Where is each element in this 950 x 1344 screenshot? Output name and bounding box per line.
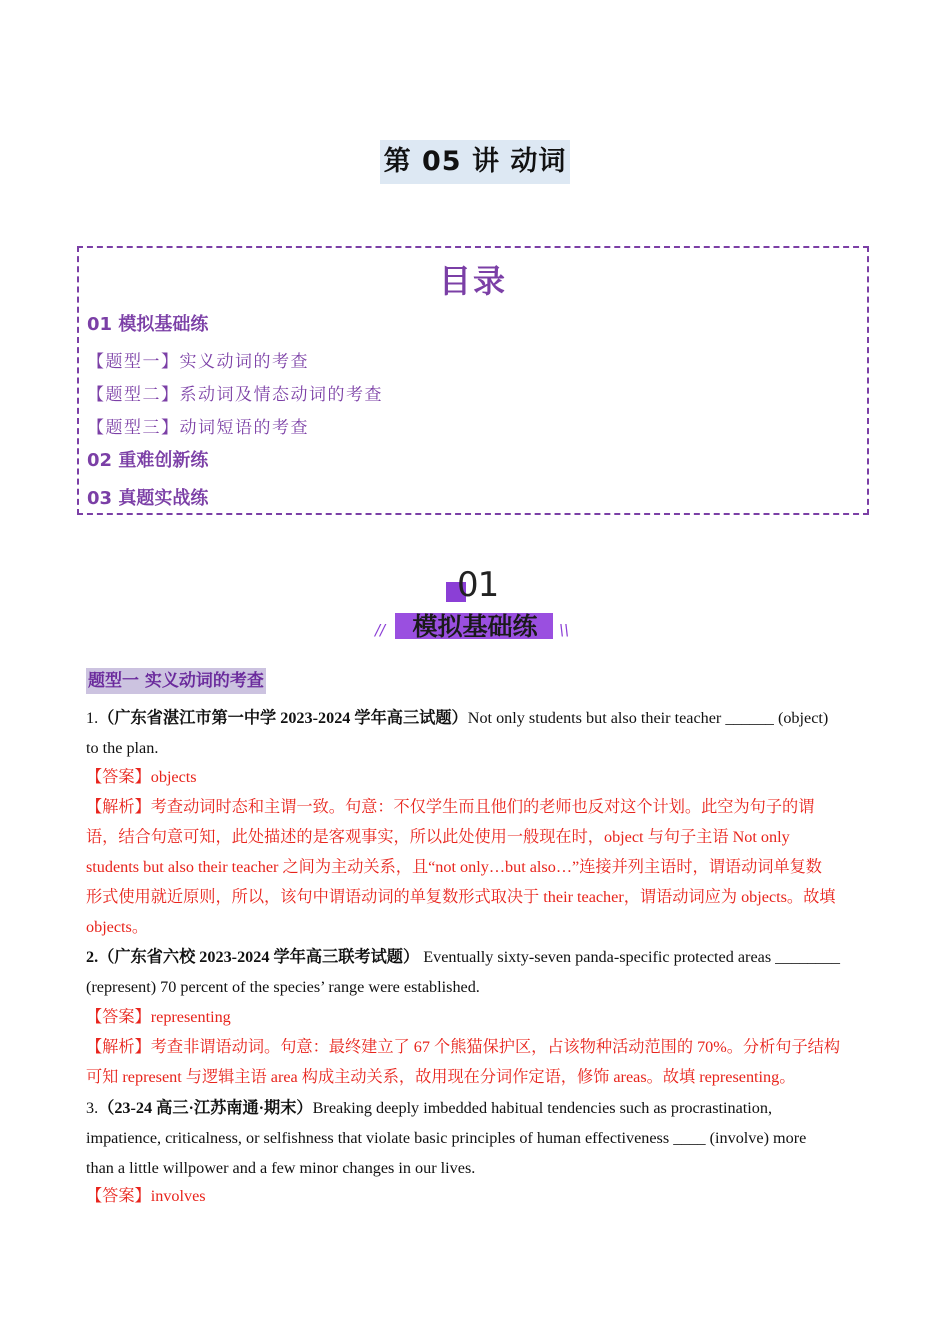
question-3-answer [86,1181,866,1211]
question-2-number: 2. [86,948,99,966]
answer-value: objects [150,768,197,786]
question-1-answer [86,762,866,792]
analysis-tag: 【解析】 [86,798,151,816]
question-3-source: （23-24 高三·江苏南通·期末） [98,1099,313,1117]
toc-item-type-2[interactable]: 【题型二】系动词及情态动词的考查 [87,385,383,405]
question-1-number: 1. [86,709,99,727]
document-title: 第 05 讲 动词 [380,140,571,184]
analysis-line: objects。 [86,918,149,936]
question-2-analysis [86,1032,866,1092]
question-1-text-line1: Not only students but also their teacher ______ (object) [467,709,829,727]
slash-right-decoration: \\ [559,621,570,639]
analysis-line: 考查非谓语动词。句意：最终建立了 67 个熊猫保护区，占该物种活动范围的 70%。分析句子结构 [150,1038,841,1056]
analysis-tag: 【解析】 [86,1038,151,1056]
question-3-number: 3. [86,1099,99,1117]
toc-item-type-1[interactable]: 【题型一】实义动词的考查 [87,352,309,372]
section-name: 模拟基础练 [412,612,538,641]
section-number: 01 [457,565,499,605]
toc-item-01[interactable]: 01 模拟基础练 [87,314,209,335]
analysis-line: 语，结合句意可知，此处描述的是客观事实，所以此处使用一般现在时，object 与句子主语 Not only [86,828,790,846]
answer-tag: 【答案】 [86,1008,151,1026]
question-1-source: （广东省湛江市第一中学 2023-2024 学年高三试题） [98,709,468,727]
slash-left-decoration: // [375,621,386,639]
toc-item-03[interactable]: 03 真题实战练 [87,488,209,509]
question-1 [86,703,866,763]
answer-value: representing [150,1008,231,1026]
question-2-answer [86,1002,866,1032]
analysis-line: 形式使用就近原则，所以，该句中谓语动词的单复数形式取决于 their teacher，谓语动词应为 objects。故填 [86,888,836,906]
question-3-text-line3: than a little willpower and a few minor changes in our lives. [86,1159,476,1177]
table-of-contents [77,246,869,515]
toc-heading: 目录 [438,262,507,300]
section-banner [375,565,575,645]
analysis-line: 考查动词时态和主谓一致。句意：不仅学生而且他们的老师也反对这个计划。此空为句子的谓 [150,798,815,816]
document-title-wrap [0,140,950,184]
question-3-text-line1: Breaking deeply imbedded habitual tendencies such as procrastination, [312,1099,773,1117]
question-1-analysis [86,792,866,942]
question-2-source: （广东省六校 2023-2024 学年高三联考试题） [98,948,420,966]
question-2-text-line1: Eventually sixty-seven panda-specific protected areas ________ [423,948,840,966]
toc-item-type-3[interactable]: 【题型三】动词短语的考查 [87,418,309,438]
analysis-line: 可知 represent 与逻辑主语 area 构成主动关系，故用现在分词作定语，修饰 areas。故填 representing。 [86,1068,796,1086]
toc-item-02[interactable]: 02 重难创新练 [87,450,209,471]
answer-tag: 【答案】 [86,768,151,786]
analysis-line: students but also their teacher 之间为主动关系，且“not only…but also…”连接并列主语时，谓语动词单复数 [86,858,822,876]
question-1-text-line2: to the plan. [86,739,159,757]
answer-tag: 【答案】 [86,1187,151,1205]
question-3 [86,1093,866,1183]
question-2-text-line2: (represent) 70 percent of the species’ range were established. [86,978,480,996]
type-heading: 题型一 实义动词的考查 [86,668,266,694]
answer-value: involves [150,1187,206,1205]
question-3-text-line2: impatience, criticalness, or selfishness that violate basic principles of human effectiveness ____ (involve) more [86,1129,807,1147]
question-2 [86,942,866,1002]
